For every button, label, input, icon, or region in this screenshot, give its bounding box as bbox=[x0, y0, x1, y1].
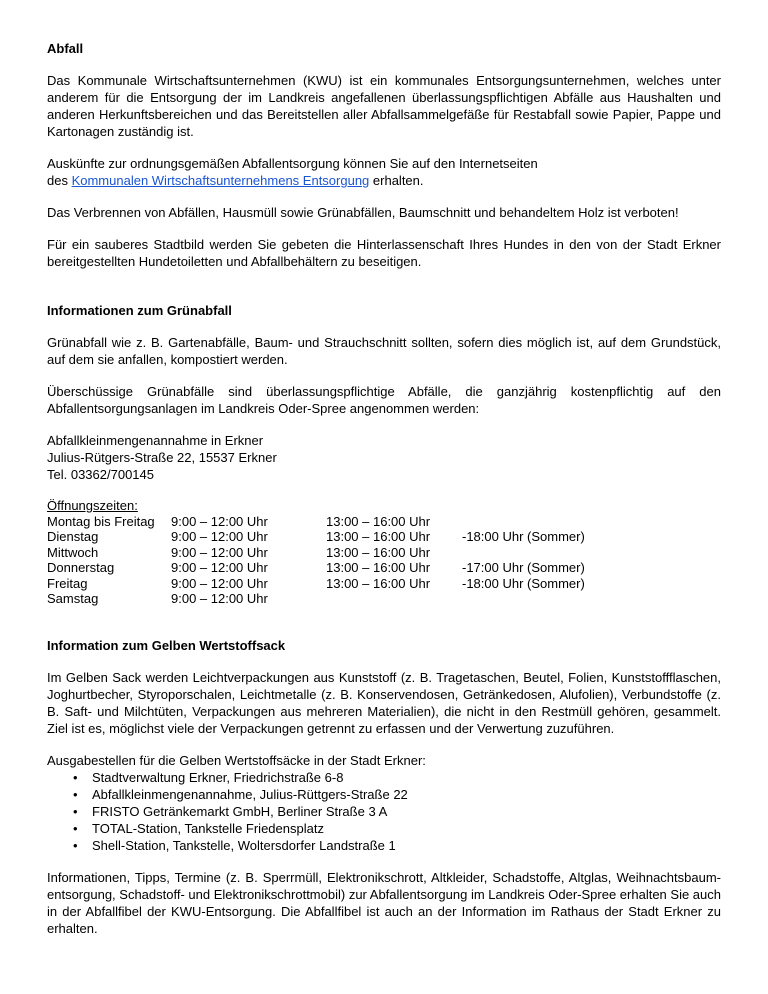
hours-row bbox=[47, 514, 721, 530]
hours-morning: 9:00 – 12:00 Uhr bbox=[171, 591, 268, 606]
hours-extra: -18:00 Uhr (Sommer) bbox=[462, 529, 585, 544]
hours-day: Dienstag bbox=[47, 529, 99, 544]
verbot-paragraph: Das Verbrennen von Abfällen, Hausmüll sowie Grünabfällen, Baumschnitt und behandeltem Holz ist verboten! bbox=[47, 205, 679, 220]
hours-extra bbox=[462, 591, 721, 607]
hours-extra bbox=[462, 545, 721, 561]
address-block bbox=[47, 432, 721, 483]
hours-day: Montag bis Freitag bbox=[47, 513, 155, 529]
hours-day: Mittwoch bbox=[47, 544, 99, 560]
hours-row bbox=[47, 545, 721, 561]
hours-row bbox=[47, 560, 721, 576]
ausgabestellen-title: Ausgabestellen für die Gelben Wertstoffsäcke in der Stadt Erkner: bbox=[47, 752, 426, 768]
hours-afternoon: 13:00 – 16:00 Uhr bbox=[326, 513, 431, 529]
hours-afternoon bbox=[326, 591, 462, 607]
auskunft-paragraph bbox=[47, 155, 721, 189]
hours-day: Donnerstag bbox=[47, 560, 115, 575]
list-item: • Abfallkleinmengenannahme, Julius-Rüttgers-Straße 22 bbox=[92, 786, 721, 803]
list-item: • TOTAL-Station, Tankstelle Friedensplatz bbox=[92, 820, 721, 837]
address-phone: Tel. 03362/700145 bbox=[47, 467, 154, 482]
auskunft-line2 bbox=[47, 172, 721, 189]
gelber-sack-paragraph: Im Gelben Sack werden Leichtverpackungen aus Kunststoff (z. B. Tragetaschen, Beutel, Folien, Kunststoffflaschen, Joghurtbecher, Styroporschalen, Leichtmetalle (z. B. Konservendosen, Getränkedosen, Alufolien), Verbundstoffe (z. B. Saft- und Milchtüten, Verpackungen aus mehreren Materialien), die nicht in den Restmüll gehören, gesammelt. Ziel ist es, möglichst viele der Verpackungen getrennt zu erfassen und der Verwertung zuzuführen. bbox=[47, 669, 721, 736]
ausgabestellen-list bbox=[47, 769, 721, 854]
hours-row bbox=[47, 591, 721, 607]
list-item: • FRISTO Getränkemarkt GmbH, Berliner Straße 3 A bbox=[92, 803, 721, 820]
hours-day: Samstag bbox=[47, 591, 99, 606]
hours-morning: 9:00 – 12:00 Uhr bbox=[171, 575, 268, 591]
address-street: Julius-Rütgers-Straße 22, 15537 Erkner bbox=[47, 450, 277, 465]
auskunft-prefix: des bbox=[47, 173, 72, 188]
opening-hours-title-row bbox=[47, 498, 721, 514]
hours-extra: -17:00 Uhr (Sommer) bbox=[462, 560, 585, 575]
auskunft-suffix: erhalten. bbox=[369, 173, 424, 188]
list-item: • Stadtverwaltung Erkner, Friedrichstraße 6-8 bbox=[92, 769, 721, 786]
gruenabfall-heading: Informationen zum Grünabfall bbox=[47, 303, 232, 318]
opening-hours-title: Öffnungszeiten: bbox=[47, 498, 138, 513]
page-title: Abfall bbox=[47, 41, 84, 56]
hours-afternoon: 13:00 – 16:00 Uhr bbox=[326, 544, 431, 560]
hours-morning: 9:00 – 12:00 Uhr bbox=[171, 513, 268, 529]
hours-day: Freitag bbox=[47, 575, 88, 591]
address-name: Abfallkleinmengenannahme in Erkner bbox=[47, 433, 264, 448]
gelber-sack-heading: Information zum Gelben Wertstoffsack bbox=[47, 637, 286, 653]
gruenabfall-paragraph-2: Überschüssige Grünabfälle sind überlassungspflichtige Abfälle, die ganzjährig kostenpflichtig auf den Abfallentsorgungsanlagen im Landkreis Oder-Spree angenommen werden: bbox=[47, 384, 721, 416]
hours-extra: -18:00 Uhr (Sommer) bbox=[462, 575, 585, 591]
auskunft-line1: Auskünfte zur ordnungsgemäßen Abfallentsorgung können Sie auf den Internetseiten bbox=[47, 156, 538, 171]
list-item: • Shell-Station, Tankstelle, Woltersdorfer Landstraße 1 bbox=[92, 837, 721, 854]
hours-afternoon: 13:00 – 16:00 Uhr bbox=[326, 560, 431, 575]
hours-extra bbox=[462, 514, 721, 530]
hours-morning: 9:00 – 12:00 Uhr bbox=[171, 544, 268, 560]
hours-morning: 9:00 – 12:00 Uhr bbox=[171, 529, 268, 544]
hours-afternoon: 13:00 – 16:00 Uhr bbox=[326, 575, 431, 591]
opening-hours-table bbox=[47, 498, 721, 607]
gruenabfall-paragraph-1: Grünabfall wie z. B. Gartenabfälle, Baum- und Strauchschnitt sollten, sofern dies möglich ist, auf dem Grundstück, auf dem sie anfallen, kompostiert werden. bbox=[47, 335, 721, 367]
hunde-paragraph: Für ein sauberes Stadtbild werden Sie gebeten die Hinterlassenschaft Ihres Hundes in den von der Stadt Erkner bereitgestellten Hundetoiletten und Abfallbehältern zu beseitigen. bbox=[47, 237, 721, 269]
hours-morning: 9:00 – 12:00 Uhr bbox=[171, 560, 268, 575]
hours-row bbox=[47, 576, 721, 592]
hours-afternoon: 13:00 – 16:00 Uhr bbox=[326, 529, 431, 544]
abfallfibel-paragraph: Informationen, Tipps, Termine (z. B. Sperrmüll, Elektronikschrott, Altkleider, Schadstoffe, Altglas, Weihnachtsbaum-entsorgung, Schadstoff- und Elektronikschrottmobil) zur Abfallentsorgung im Landkreis Oder-Spree erhalten Sie auch in der Abfallfibel der KWU-Entsorgung. Die Abfallfibel ist auch an der Information im Rathaus der Stadt Erkner zu erhalten. bbox=[47, 869, 721, 936]
kwu-paragraph: Das Kommunale Wirtschaftsunternehmen (KWU) ist ein kommunales Entsorgungsunternehmen, welches unter anderem für die Entsorgung der im Landkreis angefallenen überlassungspflichtigen Abfälle aus Haushalten und anderen Herkunftsbereichen und das Bereitstellen aller Abfallsammelgefäße für Restabfall sowie Papier, Pappe und Kartonagen zuständig ist. bbox=[47, 73, 721, 139]
kwu-entsorgung-link[interactable]: Kommunalen Wirtschaftsunternehmens Entsorgung bbox=[71, 173, 370, 188]
hours-row bbox=[47, 529, 721, 545]
